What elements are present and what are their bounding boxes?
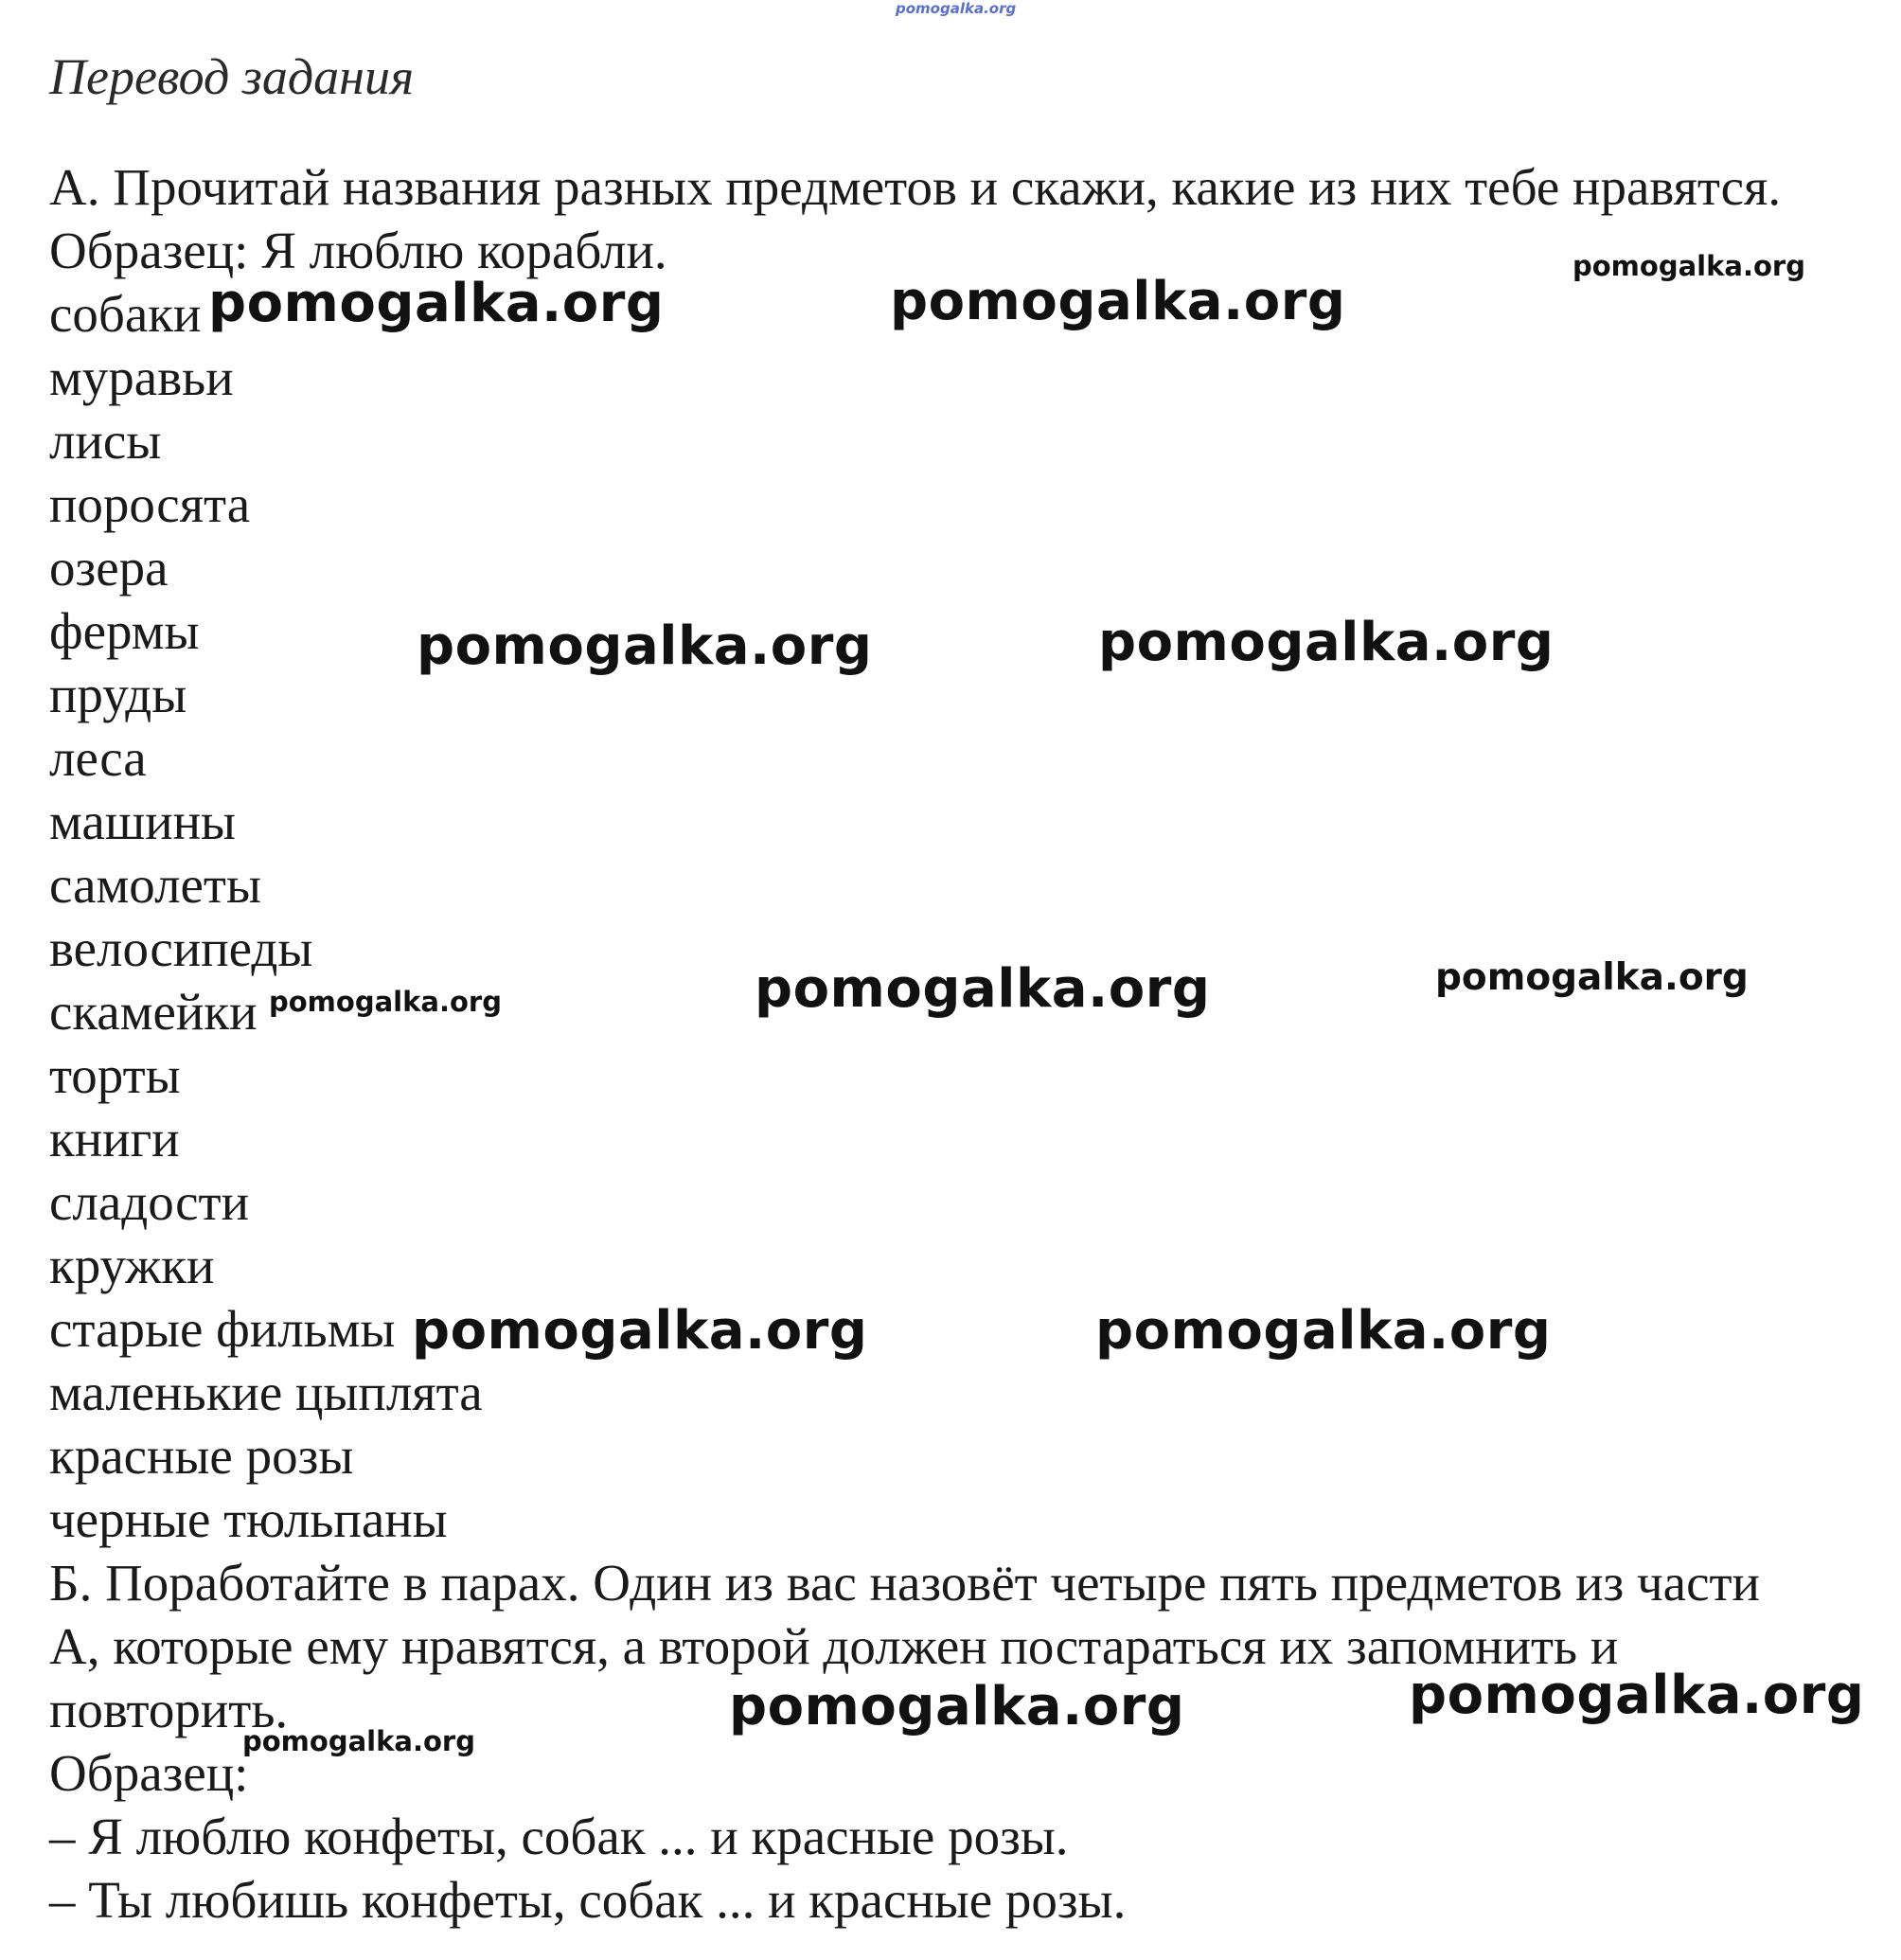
watermark: pomogalka.org — [729, 1676, 1185, 1737]
watermark: pomogalka.org — [417, 615, 873, 677]
watermark: pomogalka.org — [890, 271, 1346, 332]
list-item: кружки — [49, 1237, 215, 1294]
watermark: pomogalka.org — [1095, 1300, 1552, 1362]
list-item: сладости — [49, 1173, 250, 1231]
list-item: фермы — [49, 602, 200, 660]
list-item: собаки — [49, 285, 202, 343]
list-item: самолеты — [49, 856, 261, 914]
list-item: пруды — [49, 666, 187, 723]
list-item: старые фильмы — [49, 1300, 396, 1358]
watermark: pomogalka.org — [269, 986, 502, 1018]
watermark: pomogalka.org — [1098, 612, 1555, 673]
list-item: торты — [49, 1046, 181, 1104]
list-item: маленькие цыплята — [49, 1363, 483, 1421]
task-b-example-label: Образец: — [49, 1744, 249, 1802]
list-item: лисы — [49, 412, 162, 470]
list-item: машины — [49, 793, 237, 850]
list-item: леса — [49, 729, 147, 787]
task-a-example: Образец: Я люблю корабли. — [49, 222, 667, 279]
list-item: красные розы — [49, 1427, 354, 1485]
list-item: черные тюльпаны — [49, 1490, 448, 1548]
watermark: pomogalka.org — [412, 1300, 868, 1362]
list-item: скамейки — [49, 983, 258, 1041]
list-item: поросята — [49, 475, 251, 533]
task-b-instruction-line: А, которые ему нравятся, а второй должен постараться их запомнить и — [49, 1617, 1619, 1675]
page-title: Перевод задания — [49, 48, 415, 105]
watermark: pomogalka.org — [242, 1725, 475, 1757]
watermark: pomogalka.org — [1435, 956, 1749, 999]
dialogue-line: – Ты любишь конфеты, собак ... и красные розы. — [49, 1871, 1127, 1929]
watermark: pomogalka.org — [208, 273, 665, 334]
watermark: pomogalka.org — [1409, 1665, 1865, 1726]
watermark: pomogalka.org — [755, 958, 1211, 1020]
watermark: pomogalka.org — [1572, 250, 1805, 282]
task-b-instruction-line: повторить. — [49, 1681, 289, 1738]
task-b-instruction-line: Б. Поработайте в парах. Один из вас назовёт четыре пять предметов из части — [49, 1554, 1760, 1612]
task-a-instruction: А. Прочитай названия разных предметов и скажи, какие из них тебе нравятся. — [49, 158, 1782, 216]
list-item: муравьи — [49, 348, 234, 406]
list-item: книги — [49, 1110, 180, 1167]
list-item: велосипеды — [49, 919, 313, 977]
watermark: pomogalka.org — [896, 0, 1017, 17]
dialogue-line: – Я люблю конфеты, собак ... и красные розы. — [49, 1808, 1069, 1865]
list-item: озера — [49, 539, 169, 597]
